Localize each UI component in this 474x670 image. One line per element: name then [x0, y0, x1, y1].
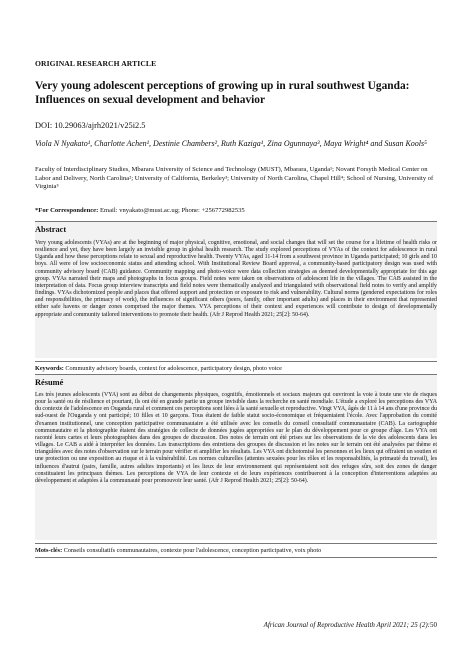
- mots-cles: [35, 547, 437, 554]
- correspondence: [35, 207, 437, 214]
- section-label: ORIGINAL RESEARCH ARTICLE: [35, 59, 157, 68]
- correspondence-text: Email: vnyakato@must.ac.ug; Phone: +256772982535: [98, 207, 245, 214]
- divider: [35, 361, 437, 362]
- page-footer: [264, 621, 437, 629]
- doi: DOI: 10.29063/ajrh2021/v25i2.5: [35, 121, 146, 130]
- keywords-text: Community advisory boards, context for adolescence, participatory design, photo voice: [63, 365, 282, 372]
- divider: [35, 557, 437, 558]
- article-title: Very young adolescent perceptions of growing up in rural southwest Uganda: Influences on sexual development and behavior: [35, 80, 410, 106]
- keywords: [35, 365, 437, 372]
- divider: [35, 543, 437, 544]
- resume-heading: Résumé: [35, 378, 64, 387]
- abstract-text: Very young adolescents (VYAs) are at the beginning of major physical, cognitive, emotional, and social changes that will set the course for a lifetime of health risks or resilience and yet, they have been largely an invisible group in global health research. The study explored perceptions of VYAs of the context for adolescence in rural Uganda and how these perceptions relate to sexual and reproductive health. Twenty VYAs, aged 11-14 from a southwest province in Uganda participated; 10 girls and 10 boys. All were of low socioeconomic status and attending school. With Institutional Review Board approval, a community-based participatory design was used with community advisory board (CAB) guidance. Community mapping and photo-voice were data collection strategies as deemed developmentally appropriate for this age group. VYAs narrated their maps and photographs in focus groups. Field notes were taken on observations of adolescent life in the villages. The CAB assisted in the interpretation of data. Focus group interview transcripts and field notes were thematically analyzed and triangulated with observational field notes to verify and amplify findings. VYAs dichotomized people and places that offered support and protection or exposure to risk and vulnerability. Cultural norms (gendered expectations for roles and responsibilities, the primacy of work), the influences of significant others (peers, family, other important adults) and places in their environment that represented either safe havens or danger zones comprised the major themes. VYA perceptions of their context and experiences will contribute to design of developmentally appropriate and community tailored interventions to promote their health. (Afr J Reprod Health 2021; 25[2]: 50-64).: [35, 240, 437, 318]
- page-number: 50: [430, 621, 437, 629]
- abstract-heading: Abstract: [35, 225, 67, 234]
- journal-citation: African Journal of Reproductive Health April 2021; 25 (2):: [263, 621, 430, 629]
- mots-cles-text: Conseils consultatifs communautaires, contexte pour l'adolescence, conception participative, voix photo: [62, 547, 322, 554]
- keywords-label: Keywords:: [35, 365, 64, 372]
- affiliations: Faculty of Interdisciplinary Studies, Mbarara University of Science and Technology (MUST), Mbarara, Uganda¹; Novant Forsyth Medical Center on Labor and Delivery, North Carolina²; University of California, Berkeley³; University of North Carolina, Chapel Hill⁴; School of Nursing, University of Virginia⁵: [35, 166, 434, 191]
- resume-text: Les très jeunes adolescents (VYA) sont au début de changements physiques, cognitifs, émotionnels et sociaux majeurs qui ouvriront la voie à toute une vie de risques pour la santé ou de résilience et pourtant, ils ont été en grande partie un groupe invisible dans la recherche en santé mondiale. L'étude a exploré les perceptions des VYA du contexte de l'adolescence en Ouganda rural et comment ces perceptions sont liées à la santé sexuelle et reproductive. Vingt VYA, âgés de 11 à 14 ans d'une province du sud-ouest de l'Ouganda y ont participé; 10 filles et 10 garçons. Tous étaient de faible statut socio-économique et fréquentaient l'école. Avec l'approbation du comité d'examen institutionnel, une conception participative communautaire a été utilisée avec les conseils du conseil consultatif communautaire (CAB). La cartographie communautaire et la photographie étaient des stratégies de collecte de données jugées appropriées sur le plan du développement pour ce groupe d'âge. Les VYA ont raconté leurs cartes et leurs photographies dans des groupes de discussion. Des notes de terrain ont été prises sur les observations de la vie des adolescents dans les villages. Le CAB a aidé à interpréter les données. Les transcriptions des entretiens des groupes de discussion et les notes sur le terrain ont été analysées par thème et triangulées avec des notes d'observation sur le terrain pour vérifier et amplifier les résultats. Les VYA ont dichotomisé les personnes et les lieux qui offraient un soutien et une protection ou une exposition au risque et à la vulnérabilité. Les normes culturelles (attentes sexuées pour les rôles et les responsabilités, la primauté du travail), les influences d'autrui (pairs, famille, autres adultes importants) et les lieux de leur environnement qui représentaient soit des refuges sûrs, soit des zones de danger constituaient les principaux thèmes. Les perceptions de VYA de leur contexte et de leurs expériences contribueront à la conception d'interventions adaptées au développement et adaptées à la communauté pour promouvoir leur santé. (Afr J Reprod Health 2021; 25[2]: 50-64).: [35, 392, 437, 484]
- mots-cles-label: Mots-clés:: [35, 547, 63, 554]
- correspondence-label: *For Correspondence:: [35, 207, 99, 214]
- authors: Viola N Nyakato¹, Charlotte Achen¹, Destinie Chambers², Ruth Kaziga¹, Zina Ogunnaya³, Maya Wright⁴ and Susan Kools⁵: [35, 139, 427, 148]
